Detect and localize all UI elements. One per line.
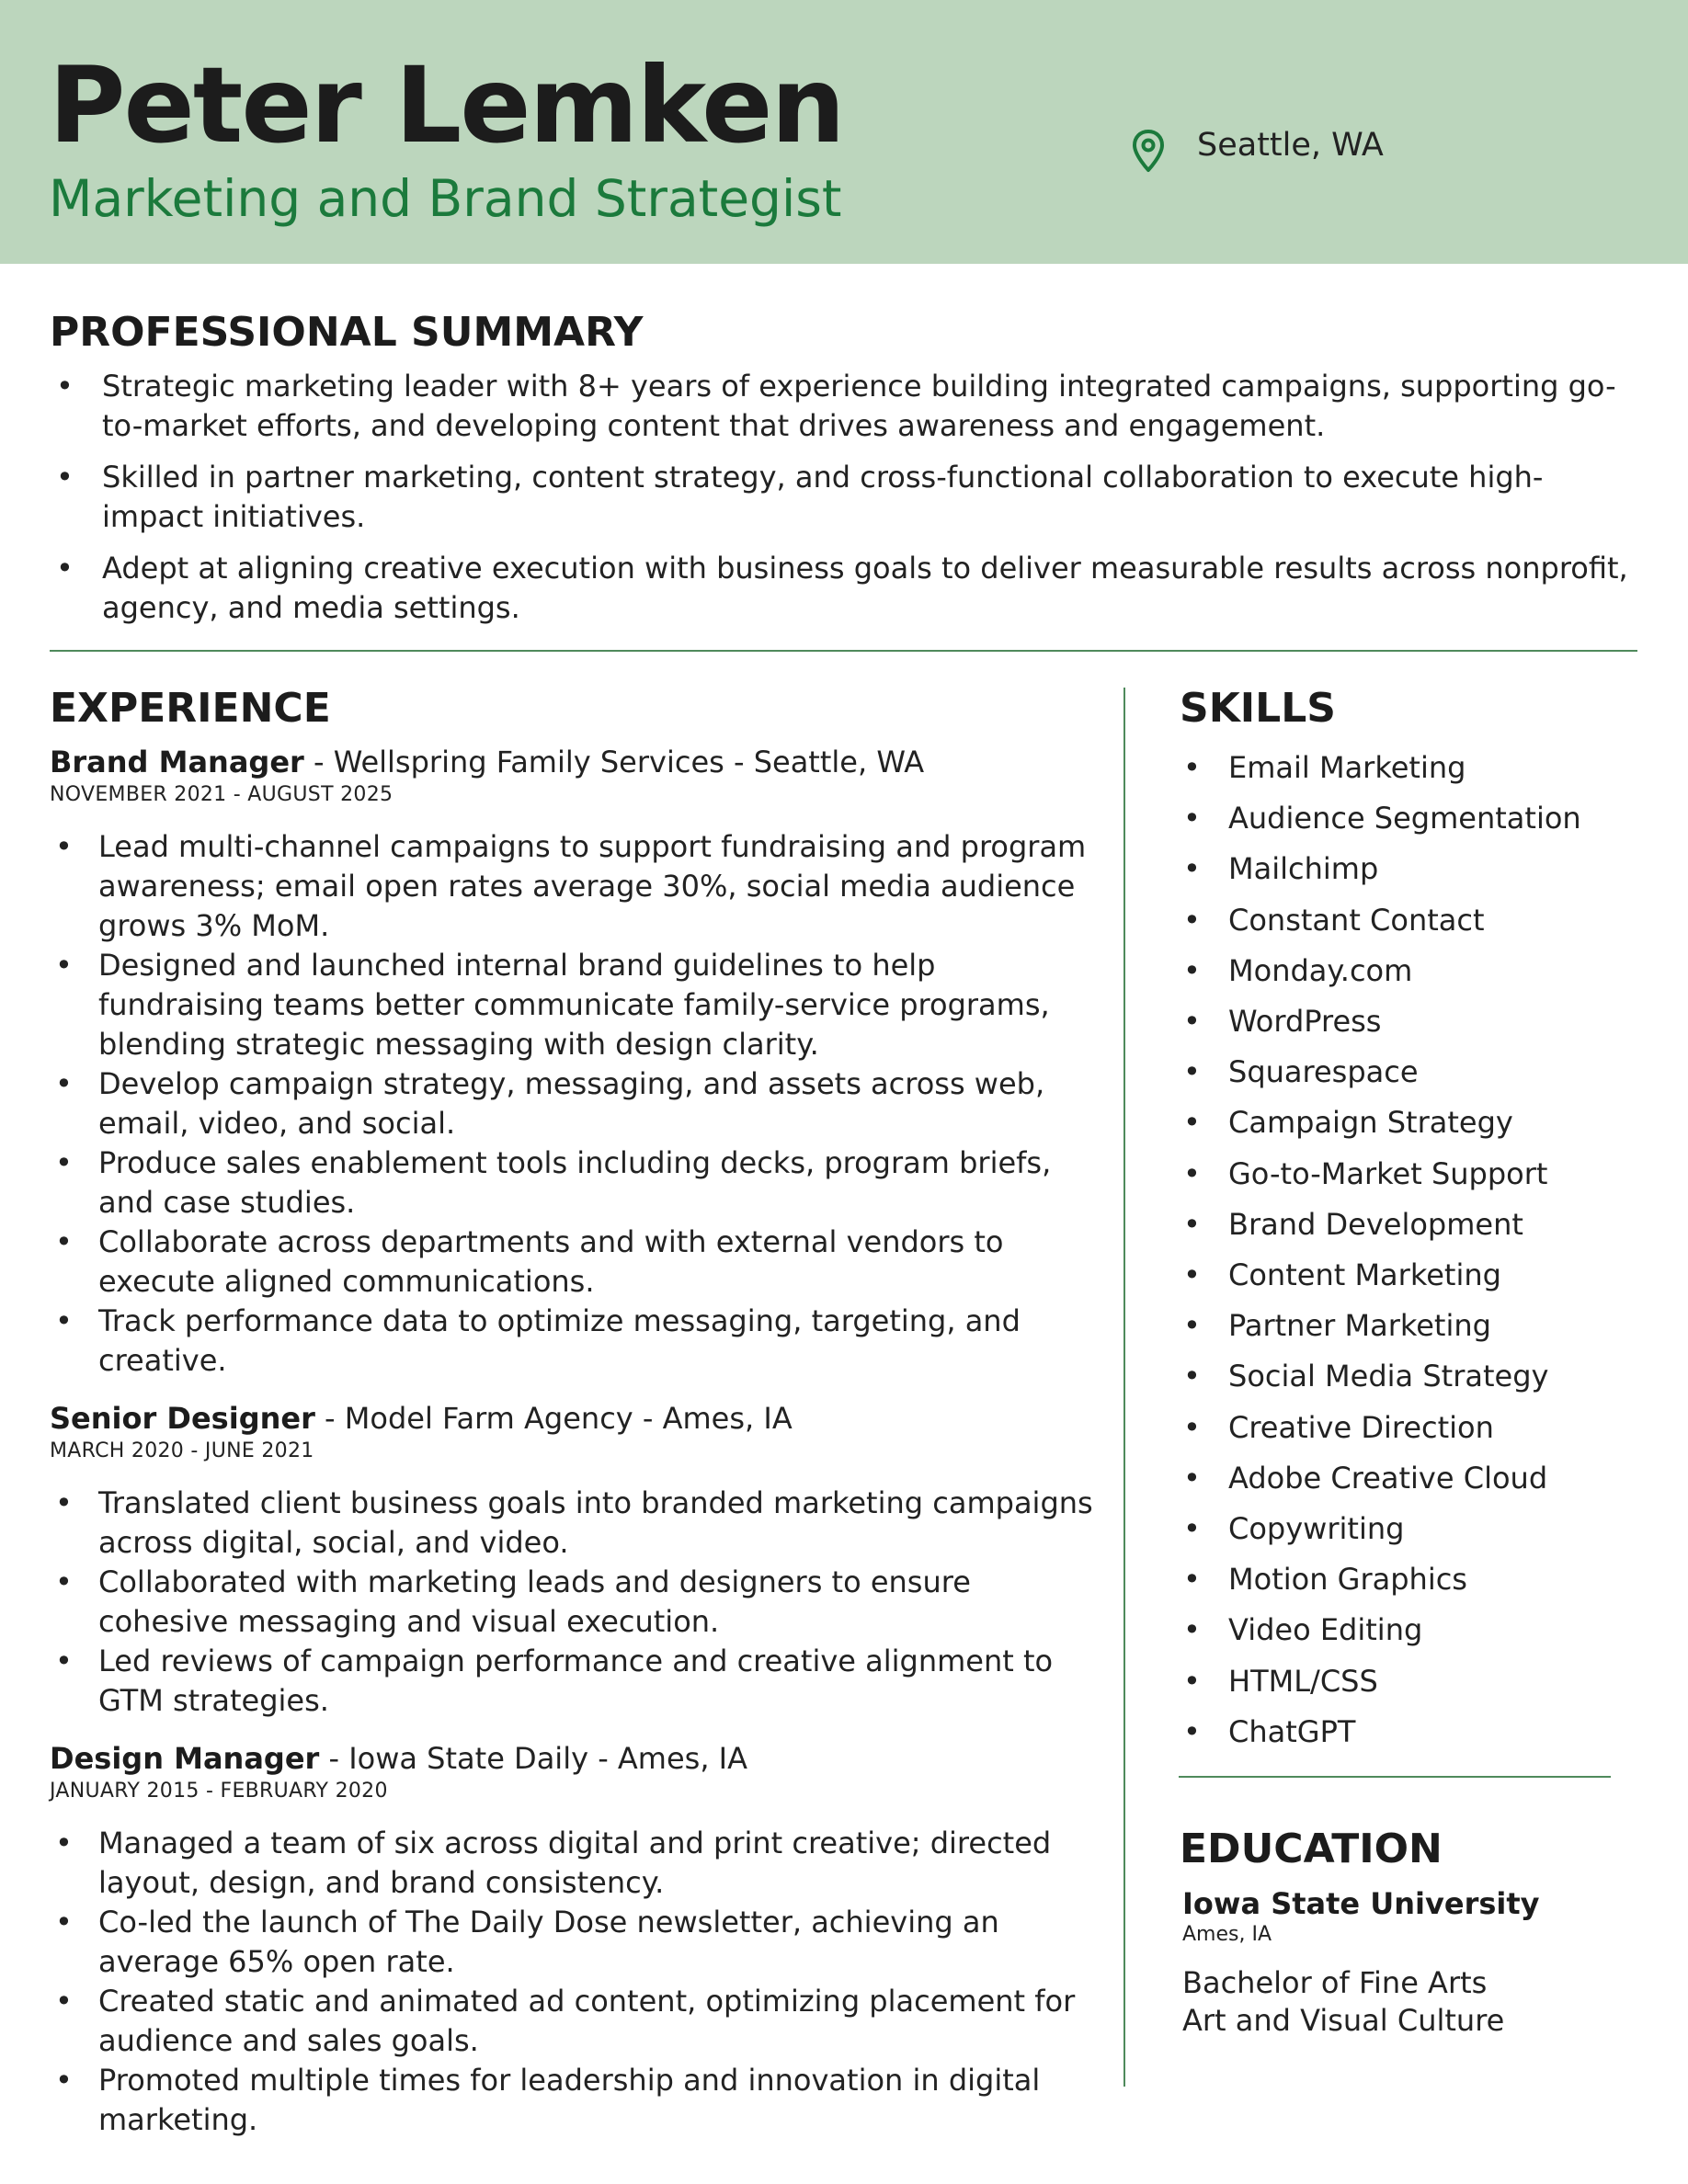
- bullet-text: Led reviews of campaign performance and creative alignment to GTM strategies.: [98, 1644, 1054, 1718]
- skill-item: [1180, 1656, 1658, 1707]
- experience-heading: EXPERIENCE: [50, 685, 331, 732]
- skill-item: [1180, 1047, 1658, 1098]
- skill-item: [1180, 743, 1658, 793]
- bullet-dot: •: [55, 948, 73, 983]
- column-divider: [1123, 688, 1125, 2087]
- bullet-text: Motion Graphics: [1228, 1562, 1467, 1598]
- bullet-text: Partner Marketing: [1228, 1308, 1491, 1344]
- job-bullet: [50, 1064, 1107, 1143]
- job-bullet: [50, 1982, 1107, 2061]
- bullet-text: Squarespace: [1228, 1054, 1419, 1090]
- bullet-text: Produce sales enablement tools including decks, program briefs, and case studies.: [98, 1145, 1052, 1220]
- education-degree-block: [1182, 1964, 1504, 2040]
- job-bullet: [50, 1484, 1107, 1563]
- bullet-text: ChatGPT: [1228, 1713, 1356, 1749]
- bullet-dot: •: [1183, 1713, 1201, 1749]
- bullet-text: Video Editing: [1228, 1612, 1423, 1648]
- skill-item: [1180, 1098, 1658, 1148]
- bullet-dot: •: [1183, 1511, 1201, 1547]
- bullet-dot: •: [1183, 801, 1201, 836]
- bullet-text: Collaborate across departments and with external vendors to execute aligned communications.: [98, 1224, 1004, 1299]
- skill-item: [1180, 1554, 1658, 1605]
- summary-item: [51, 549, 1632, 628]
- summary-heading: PROFESSIONAL SUMMARY: [50, 309, 644, 356]
- skill-item: [1180, 1707, 1658, 1757]
- location-text: Seattle, WA: [1197, 127, 1384, 164]
- bullet-text: Campaign Strategy: [1228, 1105, 1513, 1141]
- skill-item: [1180, 844, 1658, 894]
- bullet-dot: •: [1183, 1206, 1201, 1242]
- bullet-text: Adept at aligning creative execution with business goals to deliver measurable results across nonprofit, agency, and media settings.: [102, 551, 1628, 625]
- bullet-text: Collaborated with marketing leads and designers to ensure cohesive messaging and visual execution.: [98, 1564, 971, 1639]
- job-bullets: [50, 1484, 1107, 1721]
- skill-item: [1180, 1301, 1658, 1351]
- job-bullets: [50, 827, 1107, 1381]
- bullet-dot: •: [55, 1644, 73, 1678]
- bullet-dot: •: [1183, 851, 1201, 887]
- job-dates: JANUARY 2015 - FEBRUARY 2020: [50, 1780, 388, 1803]
- bullet-text: Designed and launched internal brand guidelines to help fundraising teams better communicate family-service programs, blending strategic messaging with design clarity.: [98, 948, 1050, 1062]
- skill-item: [1180, 1605, 1658, 1655]
- bullet-text: Copywriting: [1228, 1511, 1405, 1547]
- bullet-dot: •: [55, 1485, 73, 1520]
- bullet-dot: •: [1183, 1105, 1201, 1141]
- job-bullet: [50, 1563, 1107, 1642]
- bullet-dot: •: [56, 551, 74, 586]
- bullet-dot: •: [1183, 952, 1201, 988]
- section-divider: [50, 650, 1637, 652]
- bullet-text: Brand Development: [1228, 1206, 1523, 1242]
- job-bullet: [50, 1302, 1107, 1381]
- map-pin-icon: [1131, 129, 1166, 173]
- job-entry: [50, 1399, 1107, 1721]
- skills-heading: SKILLS: [1180, 685, 1336, 732]
- bullet-dot: •: [55, 1905, 73, 1939]
- job-bullet: [50, 1642, 1107, 1721]
- bullet-dot: •: [56, 460, 74, 495]
- bullet-text: Content Marketing: [1228, 1257, 1501, 1293]
- bullet-dot: •: [55, 1066, 73, 1101]
- skill-item: [1180, 996, 1658, 1047]
- job-bullet: [50, 1824, 1107, 1903]
- summary-list: [51, 367, 1632, 640]
- job-role: Design Manager: [50, 1741, 320, 1776]
- job-role: Senior Designer: [50, 1401, 315, 1436]
- job-header: [50, 1739, 1107, 1778]
- skill-item: [1180, 1453, 1658, 1504]
- job-employer: - Wellspring Family Services - Seattle, WA: [303, 745, 925, 779]
- education-degree: Bachelor of Fine Arts: [1182, 1965, 1488, 2000]
- job-dates: NOVEMBER 2021 - AUGUST 2025: [50, 783, 393, 806]
- job-employer: - Model Farm Agency - Ames, IA: [314, 1401, 793, 1436]
- bullet-text: WordPress: [1228, 1004, 1382, 1040]
- bullet-dot: •: [1183, 1359, 1201, 1394]
- experience-section: [50, 743, 1107, 2158]
- bullet-text: Lead multi-channel campaigns to support fundraising and program awareness; email open rates average 30%, social media audience grows 3% MoM.: [98, 829, 1087, 943]
- skill-item: [1180, 1351, 1658, 1402]
- bullet-text: Develop campaign strategy, messaging, and assets across web, email, video, and social.: [98, 1066, 1045, 1141]
- bullet-dot: •: [1183, 1409, 1201, 1445]
- bullet-dot: •: [55, 1303, 73, 1338]
- bullet-dot: •: [1183, 902, 1201, 938]
- skill-item: [1180, 1200, 1658, 1250]
- job-header: [50, 743, 1107, 781]
- summary-item: [51, 367, 1632, 446]
- education-school: Iowa State University: [1182, 1886, 1540, 1921]
- bullet-text: Managed a team of six across digital and print creative; directed layout, design, and brand consistency.: [98, 1826, 1052, 1900]
- summary-item: [51, 458, 1632, 537]
- candidate-name: Peter Lemken: [49, 44, 844, 166]
- education-field: Art and Visual Culture: [1182, 2003, 1505, 2038]
- job-entry: [50, 1739, 1107, 2140]
- bullet-dot: •: [56, 369, 74, 404]
- job-entry: [50, 743, 1107, 1381]
- bullet-dot: •: [55, 829, 73, 864]
- bullet-dot: •: [1183, 1460, 1201, 1496]
- bullet-text: Strategic marketing leader with 8+ years of experience building integrated campaigns, supporting go-to-market efforts, and developing content that drives awareness and engagement.: [102, 369, 1616, 443]
- bullet-text: Created static and animated ad content, optimizing placement for audience and sales goals.: [98, 1984, 1076, 2058]
- job-bullet: [50, 1903, 1107, 1982]
- job-header: [50, 1399, 1107, 1438]
- bullet-text: Translated client business goals into branded marketing campaigns across digital, social, and video.: [98, 1485, 1093, 1560]
- job-bullet: [50, 2061, 1107, 2140]
- bullet-dot: •: [1183, 1663, 1201, 1699]
- bullet-dot: •: [1183, 1257, 1201, 1293]
- bullet-dot: •: [1183, 750, 1201, 785]
- bullet-text: Creative Direction: [1228, 1409, 1494, 1445]
- bullet-dot: •: [1183, 1612, 1201, 1648]
- skills-list: [1180, 743, 1658, 1757]
- bullet-dot: •: [1183, 1308, 1201, 1344]
- bullet-dot: •: [55, 1826, 73, 1860]
- job-bullet: [50, 946, 1107, 1064]
- header-band: [0, 0, 1688, 264]
- job-bullet: [50, 1143, 1107, 1223]
- bullet-text: Promoted multiple times for leadership and innovation in digital marketing.: [98, 2063, 1041, 2137]
- bullet-dot: •: [55, 2063, 73, 2098]
- bullet-text: Co-led the launch of The Daily Dose newsletter, achieving an average 65% open rate.: [98, 1905, 999, 1979]
- bullet-text: Go-to-Market Support: [1228, 1155, 1548, 1191]
- bullet-text: Skilled in partner marketing, content strategy, and cross-functional collaboration to execute high-impact initiatives.: [102, 460, 1544, 534]
- job-role: Brand Manager: [50, 745, 304, 779]
- job-bullets: [50, 1824, 1107, 2140]
- job-dates: MARCH 2020 - JUNE 2021: [50, 1439, 314, 1462]
- bullet-dot: •: [1183, 1004, 1201, 1040]
- bullet-dot: •: [55, 1984, 73, 2019]
- bullet-dot: •: [1183, 1155, 1201, 1191]
- skill-item: [1180, 1504, 1658, 1554]
- bullet-text: Constant Contact: [1228, 902, 1485, 938]
- bullet-dot: •: [55, 1564, 73, 1599]
- bullet-text: Monday.com: [1228, 952, 1413, 988]
- bullet-text: Adobe Creative Cloud: [1228, 1460, 1548, 1496]
- bullet-dot: •: [1183, 1562, 1201, 1598]
- bullet-dot: •: [55, 1145, 73, 1180]
- bullet-text: Mailchimp: [1228, 851, 1379, 887]
- skill-item: [1180, 946, 1658, 996]
- bullet-text: Social Media Strategy: [1228, 1359, 1549, 1394]
- skill-item: [1180, 1403, 1658, 1453]
- candidate-title: Marketing and Brand Strategist: [49, 169, 842, 228]
- bullet-text: Audience Segmentation: [1228, 801, 1581, 836]
- education-location: Ames, IA: [1182, 1923, 1272, 1946]
- bullet-text: HTML/CSS: [1228, 1663, 1378, 1699]
- bullet-dot: •: [1183, 1054, 1201, 1090]
- bullet-dot: •: [55, 1224, 73, 1259]
- skill-item: [1180, 895, 1658, 946]
- skill-item: [1180, 1250, 1658, 1301]
- skills-divider: [1179, 1776, 1611, 1778]
- bullet-text: Email Marketing: [1228, 750, 1466, 785]
- job-employer: - Iowa State Daily - Ames, IA: [319, 1741, 747, 1776]
- job-bullet: [50, 827, 1107, 946]
- job-bullet: [50, 1223, 1107, 1302]
- skill-item: [1180, 1149, 1658, 1200]
- education-heading: EDUCATION: [1180, 1826, 1443, 1872]
- skill-item: [1180, 793, 1658, 844]
- bullet-text: Track performance data to optimize messaging, targeting, and creative.: [98, 1303, 1021, 1378]
